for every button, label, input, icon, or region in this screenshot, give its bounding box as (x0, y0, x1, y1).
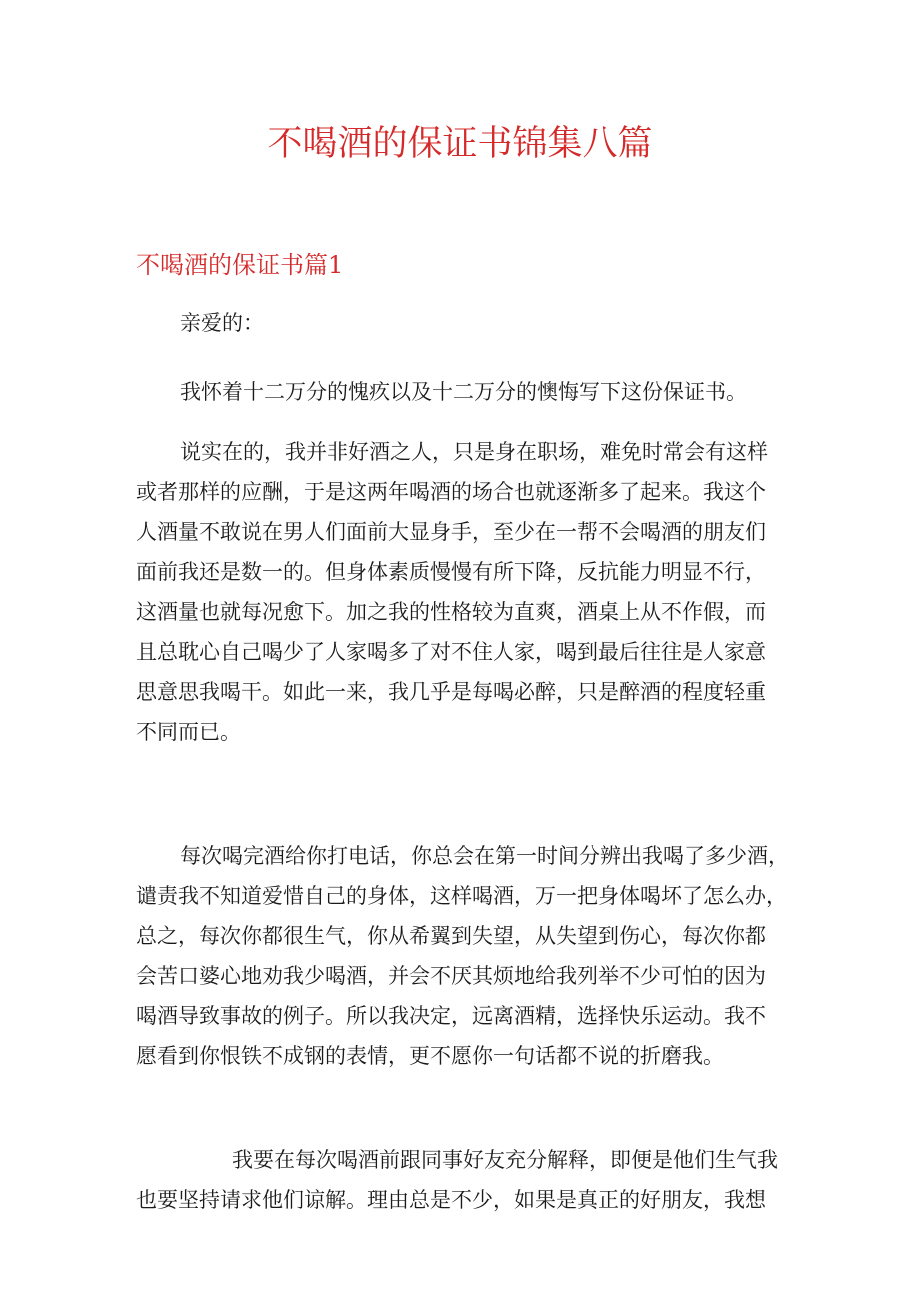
paragraph-2 (136, 432, 796, 752)
paragraph-4 (136, 1140, 796, 1220)
paragraph-line: 面前我还是数一的。但身体素质慢慢有所下降，反抗能力明显不行， (136, 560, 766, 584)
salutation: 亲爱的： (180, 311, 264, 335)
paragraph-line: 我怀着十二万分的愧疚以及十二万分的懊悔写下这份保证书。 (180, 380, 747, 404)
paragraph-line: 不同而已。 (136, 720, 241, 744)
paragraph-3 (136, 836, 796, 1076)
paragraph-line: 喝酒导致事故的例子。所以我决定，远离酒精，选择快乐运动。我不 (136, 1004, 766, 1028)
paragraph-line: 总之，每次你都很生气，你从希翼到失望，从失望到伤心，每次你都 (136, 924, 766, 948)
paragraph-line: 会苦口婆心地劝我少喝酒，并会不厌其烦地给我列举不少可怕的因为 (136, 964, 766, 988)
paragraph-line: 愿看到你恨铁不成钢的表情，更不愿你一句话都不说的折磨我。 (136, 1044, 724, 1068)
paragraph-line: 人酒量不敢说在男人们面前大显身手，至少在一帮不会喝酒的朋友们 (136, 520, 766, 544)
paragraph-line: 且总耽心自己喝少了人家喝多了对不住人家，喝到最后往往是人家意 (136, 640, 766, 664)
paragraph-line: 也要坚持请求他们谅解。理由总是不少，如果是真正的好朋友，我想 (136, 1188, 766, 1212)
paragraph-line: 谴责我不知道爱惜自己的身体，这样喝酒，万一把身体喝坏了怎么办， (136, 884, 787, 908)
paragraph-line: 我要在每次喝酒前跟同事好友充分解释，即便是他们生气我 (232, 1148, 778, 1172)
paragraph-1 (136, 372, 796, 412)
paragraph-line: 思意思我喝干。如此一来，我几乎是每喝必醉，只是醉酒的程度轻重 (136, 680, 766, 704)
paragraph-line: 每次喝完酒给你打电话，你总会在第一时间分辨出我喝了多少酒， (180, 844, 789, 868)
paragraph-line: 说实在的，我并非好酒之人，只是身在职场，难免时常会有这样 (180, 440, 768, 464)
paragraph-line: 或者那样的应酬，于是这两年喝酒的场合也就逐渐多了起来。我这个 (136, 480, 766, 504)
paragraph-line: 这酒量也就每况愈下。加之我的性格较为直爽，酒桌上从不作假，而 (136, 600, 766, 624)
section-heading: 不喝酒的保证书篇1 (136, 251, 344, 279)
document-title: 不喝酒的保证书锦集八篇 (267, 124, 653, 164)
